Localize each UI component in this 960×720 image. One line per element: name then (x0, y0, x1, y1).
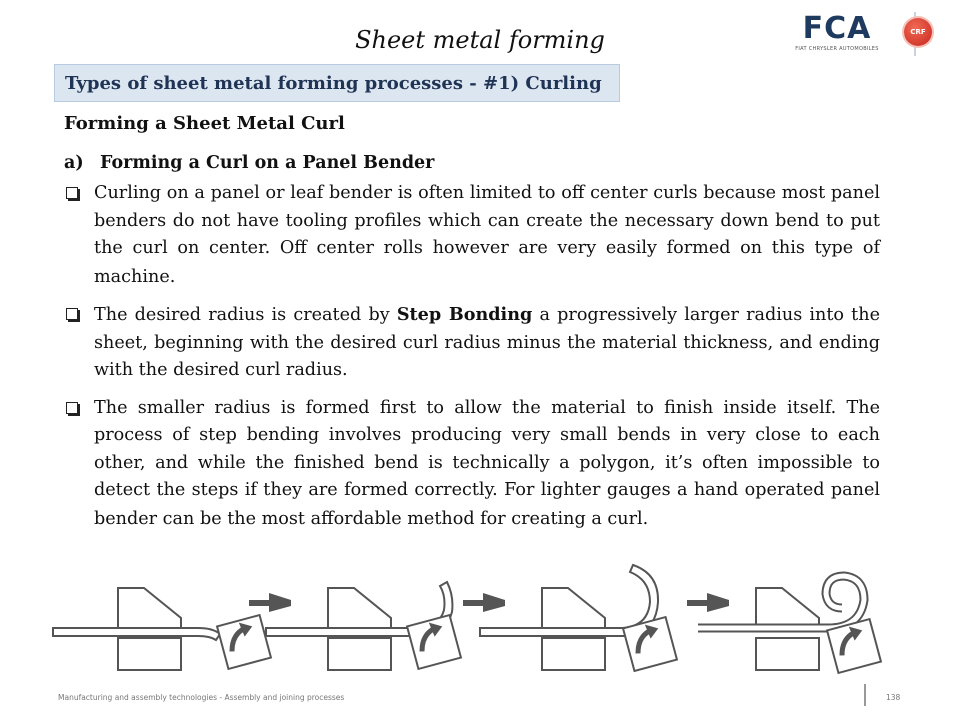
subheading: Forming a Sheet Metal Curl (64, 113, 345, 134)
upper-tool (328, 588, 391, 628)
stage-1 (53, 588, 271, 670)
sub-item (64, 153, 434, 173)
curl-forming-diagram (48, 560, 908, 680)
upper-tool (756, 588, 819, 628)
section-title: Types of sheet metal forming processes - #1) Curling (65, 73, 602, 94)
lower-tool (328, 638, 391, 670)
slide-title: Sheet metal forming (355, 26, 605, 54)
bending-blade (217, 615, 271, 669)
bending-blade (407, 615, 461, 669)
page-number: 138 (886, 693, 901, 702)
crf-logo: CRF (904, 18, 932, 46)
bending-blade (623, 617, 677, 671)
fca-logo (787, 11, 887, 56)
sub-item-label: Forming a Curl on a Panel Bender (100, 153, 435, 173)
lower-tool (118, 638, 181, 670)
section-header (54, 64, 620, 102)
push-arrow-icon (463, 593, 505, 612)
bullet-text: The desired radius is created by Step Bonding a progressively larger radius into the sheet, beginning with the desired curl radius minus the material thickness, and ending with the desired curl radius. (94, 304, 880, 380)
stage-2 (249, 582, 461, 670)
stage-3 (463, 565, 677, 671)
bullet-list (64, 180, 880, 543)
bullet-item (64, 180, 880, 291)
lower-tool (756, 638, 819, 670)
bullet-item (64, 395, 880, 534)
checkbox-bullet-icon (66, 402, 78, 414)
footer-divider (864, 684, 866, 706)
bullet-text: The smaller radius is formed first to allow the material to finish inside itself. The process of step bending involves producing very small bends in very close to each other, and while the finished bend is technically a polygon, it’s often impossible to detect the steps if they are formed correctly. For lighter gauges a hand operated panel bender can be the most affordable method for creating a curl. (94, 397, 880, 529)
lower-tool (542, 638, 605, 670)
bullet-text: Curling on a panel or leaf bender is often limited to off center curls because most panel benders do not have tooling profiles which can create the necessary down bend to put the curl on center. Off center rolls however are very easily formed on this type of machine. (94, 183, 880, 287)
fca-subtitle: FIAT CHRYSLER AUTOMOBILES (795, 46, 879, 52)
sub-item-index: a) (64, 153, 84, 173)
push-arrow-icon (687, 593, 729, 612)
upper-tool (542, 588, 605, 628)
push-arrow-icon (249, 593, 291, 612)
bullet-item (64, 301, 880, 385)
checkbox-bullet-icon (66, 187, 78, 199)
upper-tool (118, 588, 181, 628)
footer-course: Manufacturing and assembly technologies - Assembly and joining processes (58, 693, 345, 702)
stage-4 (687, 576, 881, 673)
fca-wordmark: FCA (802, 11, 872, 46)
checkbox-bullet-icon (66, 308, 78, 320)
